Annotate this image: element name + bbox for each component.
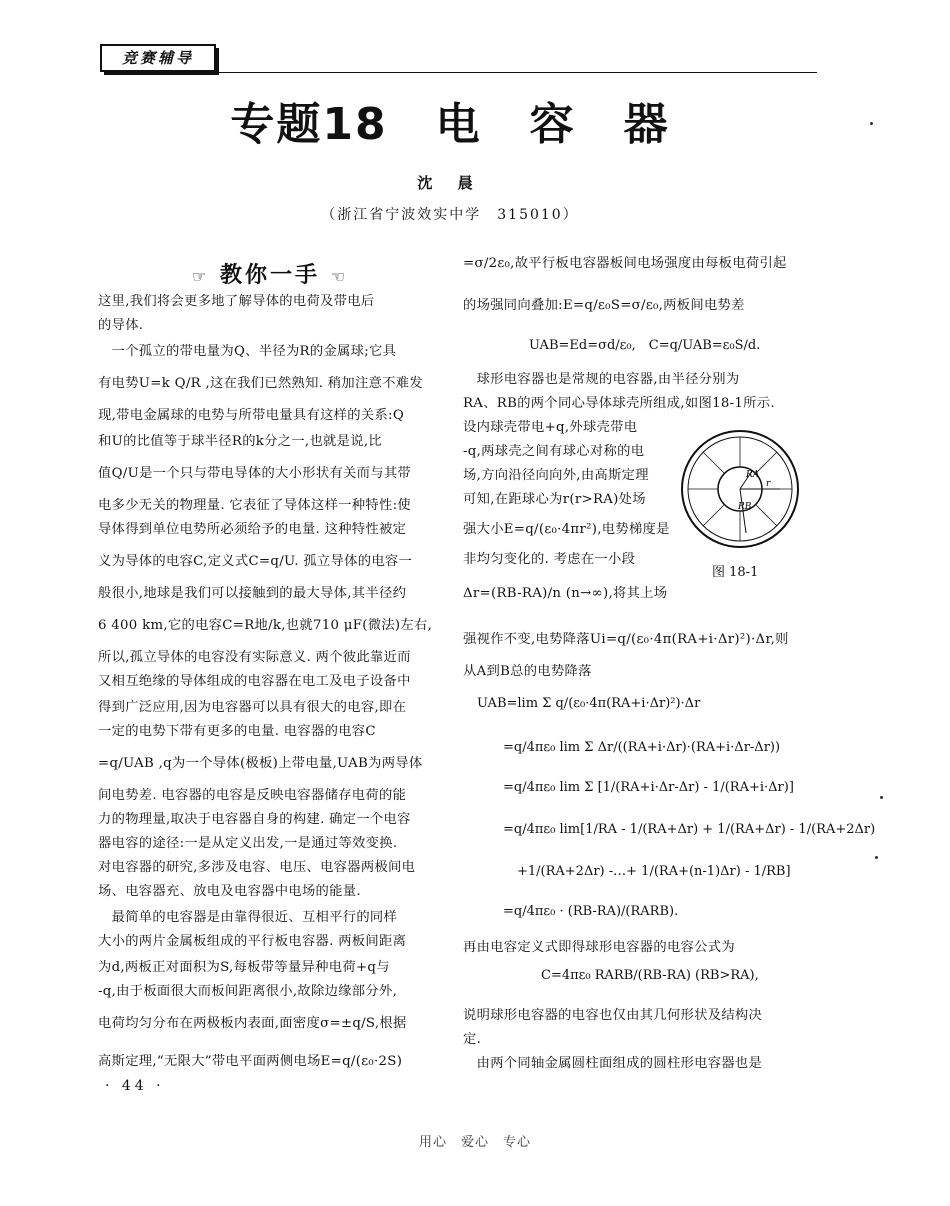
right-line: Δr=(RB-RA)/n (n→∞),将其上场 xyxy=(463,586,668,601)
left-line: 有电势U=k Q/R ,这在我们已然熟知. 稍加注意不难发 xyxy=(98,376,423,391)
left-line: 间电势差. 电容器的电容是反映电容器储存电荷的能 xyxy=(98,788,407,803)
left-line: 般很小,地球是我们可以接触到的最大导体,其半径约 xyxy=(98,586,407,601)
left-line: -q,由于板面很大而板间距离很小,故除边缘部分外, xyxy=(98,984,398,999)
figure-label-r: r xyxy=(766,479,771,489)
left-line: 电多少无关的物理量. 它表征了导体这样一种特性:使 xyxy=(98,498,411,513)
right-line: 可知,在距球心为r(r>RA)处场 xyxy=(463,492,646,507)
left-line: 和U的比值等于球半径R的k分之一,也就是说,比 xyxy=(98,434,382,449)
section-heading-text: 教你一手 xyxy=(219,263,320,288)
equation: +1/(RA+2Δr) -…+ 1/(RA+(n-1)Δr) - 1/RB] xyxy=(517,864,791,879)
left-line: 大小的两片金属板组成的平行板电容器. 两板间距离 xyxy=(98,934,407,949)
figure-label-RB: RB xyxy=(738,502,752,512)
margin-mark xyxy=(870,122,873,125)
title-part-4: 器 xyxy=(623,99,670,150)
right-line: 说明球形电容器的电容也仅由其几何形状及结构决 xyxy=(463,1008,763,1023)
right-line: -q,两球壳之间有球心对称的电 xyxy=(463,444,645,459)
page-number: · 44 · xyxy=(105,1078,165,1094)
right-line: 球形电容器也是常规的电容器,由半径分别为 xyxy=(463,372,740,387)
left-line: 6 400 km,它的电容C=R地/k,也就710 μF(微法)左右, xyxy=(98,618,433,633)
left-line: 得到广泛应用,因为电容器可以具有很大的电容,即在 xyxy=(98,700,407,715)
left-line: 最简单的电容器是由靠得很近、互相平行的同样 xyxy=(98,910,398,925)
equation: =q/4πε₀ · (RB-RA)/(RARB). xyxy=(503,904,679,919)
equation: =q/4πε₀ lim Σ [1/(RA+i·Δr-Δr) - 1/(RA+i·Δr)] xyxy=(503,780,794,795)
left-line: 场、电容器充、放电及电容器中电场的能量. xyxy=(98,884,361,899)
affiliation: （浙江省宁波效实中学 315010） xyxy=(321,207,579,223)
right-line: 强大小E=q/(ε₀·4πr²),电势梯度是 xyxy=(463,522,670,537)
left-line: 现,带电金属球的电势与所带电量具有这样的关系:Q xyxy=(98,408,405,423)
left-line: 值Q/U是一个只与带电导体的大小形状有关而与其带 xyxy=(98,466,412,481)
figure-caption: 图 18-1 xyxy=(712,565,759,580)
left-line: 所以,孤立导体的电容没有实际意义. 两个彼此靠近而 xyxy=(98,650,411,665)
section-heading xyxy=(160,258,380,289)
left-line: 一定的电势下带有更多的电量. 电容器的电容C xyxy=(98,724,376,739)
header-rule xyxy=(215,72,817,73)
equation: UAB=lim Σ q/(ε₀·4π(RA+i·Δr)²)·Δr xyxy=(477,696,701,711)
equation: C=4πε₀ RARB/(RB-RA) (RB>RA), xyxy=(541,968,759,983)
left-line: 的导体. xyxy=(98,318,144,333)
right-line: 的场强同向叠加:E=q/ε₀S=σ/ε₀,两板间电势差 xyxy=(463,298,745,313)
title-part-2: 电 xyxy=(435,99,482,150)
left-line: 又相互绝缘的导体组成的电容器在电工及电子设备中 xyxy=(98,674,411,689)
right-line: =σ/2ε₀,故平行板电容器板间电场强度由每板电荷引起 xyxy=(463,256,787,271)
title-part-1: 专题18 xyxy=(230,99,388,150)
figure-label-RA: RA xyxy=(746,470,760,480)
right-line: 设内球壳带电+q,外球壳带电 xyxy=(463,420,638,435)
left-line: 导体得到单位电势所必须给予的电量. 这种特性被定 xyxy=(98,522,407,537)
right-line: 再由电容定义式即得球形电容器的电容公式为 xyxy=(463,940,735,955)
title-part-3: 容 xyxy=(529,99,576,150)
right-line: 非均匀变化的. 考虑在一小段 xyxy=(463,552,636,567)
left-line: 力的物理量,取决于电容器自身的构建. 确定一个电容 xyxy=(98,812,411,827)
right-line: 从A到B总的电势降落 xyxy=(463,664,592,679)
column-tag: 竞赛辅导 xyxy=(100,44,216,72)
right-line: RA、RB的两个同心导体球壳所组成,如图18-1所示. xyxy=(463,396,775,411)
equation: =q/4πε₀ lim Σ Δr/((RA+i·Δr)·(RA+i·Δr-Δr)) xyxy=(503,740,781,755)
margin-mark xyxy=(880,796,883,799)
article-title xyxy=(0,88,900,152)
pointing-hand-left-icon: ☜ xyxy=(330,267,349,286)
right-line: 定. xyxy=(463,1032,482,1047)
equation: =q/4πε₀ lim[1/RA - 1/(RA+Δr) + 1/(RA+Δr) - 1/(RA+2Δr) xyxy=(503,822,876,837)
left-line: 一个孤立的带电量为Q、半径为R的金属球;它具 xyxy=(98,344,397,359)
left-line: 义为导体的电容C,定义式C=q/U. 孤立导体的电容一 xyxy=(98,554,413,569)
equation: UAB=Ed=σd/ε₀, C=q/UAB=ε₀S/d. xyxy=(529,338,761,353)
right-line: 由两个同轴金属圆柱面组成的圆柱形电容器也是 xyxy=(463,1056,763,1071)
left-line: =q/UAB ,q为一个导体(极板)上带电量,UAB为两导体 xyxy=(98,756,423,771)
page-footer: 用心 爱心 专心 xyxy=(418,1135,531,1150)
left-line: 高斯定理,“无限大”带电平面两侧电场E=q/(ε₀·2S) xyxy=(98,1054,403,1069)
pointing-hand-icon: ☞ xyxy=(191,267,210,286)
left-line: 这里,我们将会更多地了解导体的电荷及带电后 xyxy=(98,294,375,309)
left-line: 为d,两板正对面积为S,每板带等量异种电荷+q与 xyxy=(98,960,390,975)
margin-mark xyxy=(875,856,878,859)
left-line: 器电容的途径:一是从定义出发,一是通过等效变换. xyxy=(98,836,398,851)
left-line: 对电容器的研究,多涉及电容、电压、电容器两极间电 xyxy=(98,860,416,875)
author: 沈 晨 xyxy=(417,174,483,192)
right-line: 强视作不变,电势降落Ui=q/(ε₀·4π(RA+i·Δr)²)·Δr,则 xyxy=(463,632,789,647)
spherical-capacitor-figure xyxy=(676,425,804,553)
left-line: 电荷均匀分布在两极板内表面,面密度σ=±q/S,根据 xyxy=(98,1016,407,1031)
right-line: 场,方向沿径向向外,由高斯定理 xyxy=(463,468,649,483)
